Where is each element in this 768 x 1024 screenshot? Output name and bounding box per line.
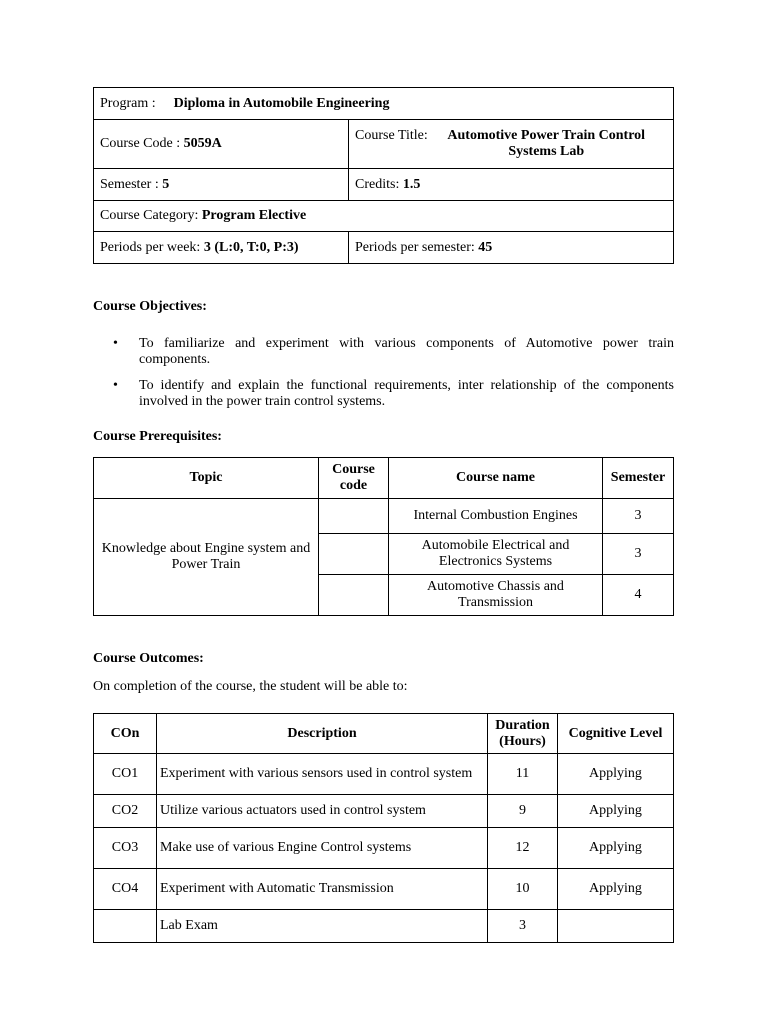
category-label: Course Category: xyxy=(100,208,199,223)
credits-value: 1.5 xyxy=(402,176,421,192)
duration-cell: 3 xyxy=(488,910,558,943)
con-cell: CO4 xyxy=(94,869,157,910)
con-cell xyxy=(94,910,157,943)
course-code-label: Course Code : xyxy=(100,136,181,151)
description-cell: Experiment with various sensors used in control system xyxy=(157,754,488,795)
header-semester: Semester xyxy=(603,458,674,499)
outcomes-intro: On completion of the course, the student will be able to: xyxy=(93,679,408,694)
program-cell xyxy=(94,88,674,120)
prerequisites-table xyxy=(93,457,674,616)
course-code-cell xyxy=(94,120,349,169)
cognitive-level-cell: Applying xyxy=(558,869,674,910)
code-cell xyxy=(319,575,389,616)
header-course-code: Course code xyxy=(319,458,389,499)
duration-cell: 11 xyxy=(488,754,558,795)
course-title-line1: Automotive Power Train Control xyxy=(447,128,646,143)
periods-semester-label: Periods per semester: xyxy=(355,239,475,255)
header-cognitive-level: Cognitive Level xyxy=(558,714,674,754)
outcomes-heading: Course Outcomes: xyxy=(93,651,204,666)
cognitive-level-cell: Applying xyxy=(558,828,674,869)
objective-text: To identify and explain the functional requirements, inter relationship of the components involved in the power train control systems. xyxy=(139,378,674,409)
objective-text: To familiarize and experiment with various components of Automotive power train components. xyxy=(139,336,674,367)
objectives-list xyxy=(93,336,674,420)
bullet-icon: • xyxy=(113,378,118,393)
list-item xyxy=(93,378,674,410)
duration-cell: 9 xyxy=(488,795,558,828)
course-code-value: 5059A xyxy=(183,136,222,151)
course-title-cell xyxy=(349,120,674,169)
name-cell: Automotive Chassis and Transmission xyxy=(389,575,603,616)
periods-week-cell xyxy=(94,232,349,264)
description-cell: Experiment with Automatic Transmission xyxy=(157,869,488,910)
header-topic: Topic xyxy=(94,458,319,499)
periods-week-label: Periods per week: xyxy=(100,239,201,255)
program-label: Program : xyxy=(100,95,156,111)
objectives-heading: Course Objectives: xyxy=(93,299,207,314)
semester-cell xyxy=(94,169,349,201)
topic-cell: Knowledge about Engine system and Power Train xyxy=(94,499,319,616)
table-row xyxy=(94,869,674,910)
table-header-row xyxy=(94,458,674,499)
table-header-row xyxy=(94,714,674,754)
table-row xyxy=(94,499,674,534)
header-con: COn xyxy=(94,714,157,754)
semester-label: Semester : xyxy=(100,176,159,192)
credits-label: Credits: xyxy=(355,176,400,192)
cognitive-level-cell: Applying xyxy=(558,754,674,795)
bullet-icon: • xyxy=(113,336,118,351)
table-row xyxy=(94,795,674,828)
description-cell: Utilize various actuators used in control system xyxy=(157,795,488,828)
cognitive-level-cell xyxy=(558,910,674,943)
semester-value: 5 xyxy=(162,176,170,192)
category-value: Program Elective xyxy=(201,208,307,223)
duration-cell: 10 xyxy=(488,869,558,910)
course-title-label: Course Title: xyxy=(355,128,428,143)
description-cell: Lab Exam xyxy=(157,910,488,943)
periods-semester-value: 45 xyxy=(478,239,493,255)
course-info-table xyxy=(93,87,674,264)
course-title-value xyxy=(431,128,661,160)
header-description: Description xyxy=(157,714,488,754)
code-cell xyxy=(319,499,389,534)
periods-week-value: 3 (L:0, T:0, P:3) xyxy=(203,239,299,255)
periods-semester-cell xyxy=(349,232,674,264)
program-value: Diploma in Automobile Engineering xyxy=(173,95,390,111)
code-cell xyxy=(319,534,389,575)
con-cell: CO2 xyxy=(94,795,157,828)
header-duration: Duration (Hours) xyxy=(488,714,558,754)
table-row xyxy=(94,828,674,869)
course-title-line2: Systems Lab xyxy=(508,144,585,159)
prerequisites-heading: Course Prerequisites: xyxy=(93,429,222,444)
description-cell: Make use of various Engine Control systems xyxy=(157,828,488,869)
credits-cell xyxy=(349,169,674,201)
cognitive-level-cell: Applying xyxy=(558,795,674,828)
semester-cell: 4 xyxy=(603,575,674,616)
header-course-name: Course name xyxy=(389,458,603,499)
table-row xyxy=(94,910,674,943)
name-cell: Internal Combustion Engines xyxy=(389,499,603,534)
semester-cell: 3 xyxy=(603,534,674,575)
category-cell xyxy=(94,201,674,232)
duration-cell: 12 xyxy=(488,828,558,869)
name-cell: Automobile Electrical and Electronics Systems xyxy=(389,534,603,575)
con-cell: CO3 xyxy=(94,828,157,869)
semester-cell: 3 xyxy=(603,499,674,534)
list-item xyxy=(93,336,674,368)
con-cell: CO1 xyxy=(94,754,157,795)
outcomes-table xyxy=(93,713,674,943)
table-row xyxy=(94,754,674,795)
